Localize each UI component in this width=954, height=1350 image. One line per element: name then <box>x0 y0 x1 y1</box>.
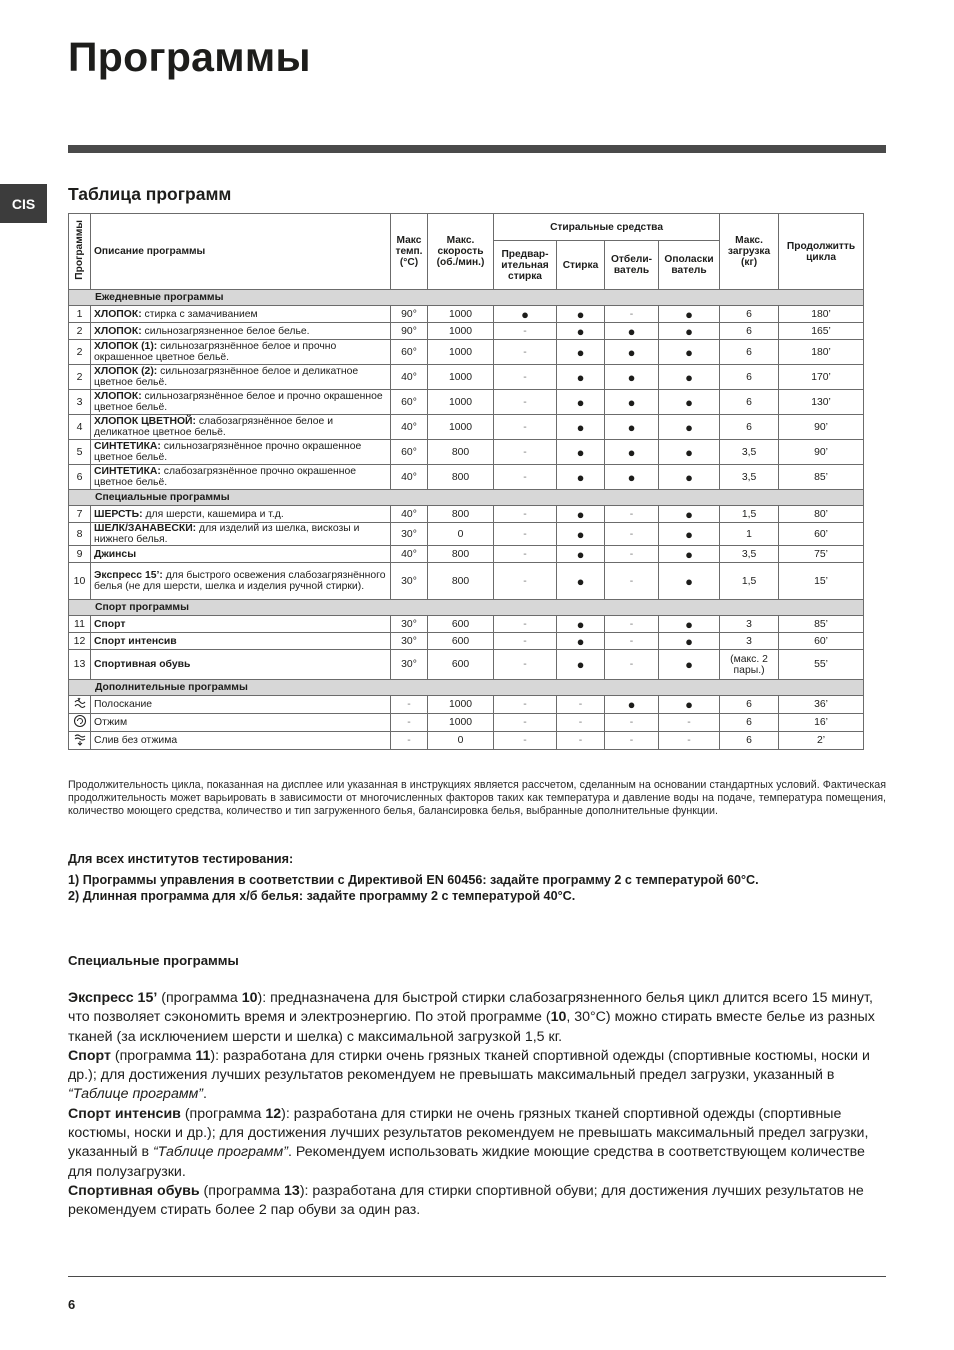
page-title: Программы <box>68 34 311 80</box>
rinse-icon <box>69 696 91 714</box>
cell-dur: 2’ <box>779 732 864 750</box>
cell-load: 3,5 <box>720 440 779 465</box>
cell-soft: ● <box>659 465 720 490</box>
cell-bleach: ● <box>605 340 659 365</box>
cell-pre: - <box>494 523 557 546</box>
cell-pre: - <box>494 465 557 490</box>
cell-wash: ● <box>557 323 605 340</box>
cell-dur: 75’ <box>779 546 864 563</box>
cell-dur: 130’ <box>779 390 864 415</box>
table-row <box>69 523 864 546</box>
cell-temp: 40° <box>391 546 428 563</box>
program-description <box>91 732 391 750</box>
cell-temp: - <box>391 696 428 714</box>
table-row <box>69 650 864 680</box>
cell-speed: 800 <box>428 506 494 523</box>
program-details: слабозагрязнённое белое и деликатное цветное бельё. <box>94 416 334 438</box>
cell-load: 6 <box>720 306 779 323</box>
cell-bleach: ● <box>605 415 659 440</box>
cell-pre: - <box>494 365 557 390</box>
cell-temp: 40° <box>391 415 428 440</box>
program-number: 9 <box>69 546 91 563</box>
section-title: Таблица программ <box>68 184 232 204</box>
cell-speed: 1000 <box>428 340 494 365</box>
cell-temp: 40° <box>391 365 428 390</box>
cell-speed: 1000 <box>428 306 494 323</box>
program-details: Отжим <box>94 717 128 728</box>
softener-column-header: Ополаски ватель <box>659 241 720 290</box>
cell-pre: - <box>494 650 557 680</box>
testing-line-2: 2) Длинная программа для х/б белья: задайте программу 2 с температурой 40°C. <box>68 889 576 903</box>
cell-wash: ● <box>557 340 605 365</box>
cell-temp: 30° <box>391 563 428 600</box>
cell-wash: ● <box>557 616 605 633</box>
program-description <box>91 340 391 365</box>
cell-bleach: - <box>605 616 659 633</box>
cell-wash: ● <box>557 440 605 465</box>
cell-bleach: ● <box>605 365 659 390</box>
wash-column-header: Стирка <box>557 241 605 290</box>
bleach-column-header: Отбели-ватель <box>605 241 659 290</box>
cell-speed: 1000 <box>428 714 494 732</box>
program-name: ХЛОПОК (2): <box>94 366 158 377</box>
table-row <box>69 465 864 490</box>
cell-soft: ● <box>659 440 720 465</box>
program-number: 5 <box>69 440 91 465</box>
cell-wash: ● <box>557 546 605 563</box>
cell-dur: 180’ <box>779 306 864 323</box>
cell-load: 1 <box>720 523 779 546</box>
cell-bleach: - <box>605 732 659 750</box>
detergents-column-header: Стиральные средства <box>494 214 720 241</box>
cell-pre: - <box>494 696 557 714</box>
program-description <box>91 323 391 340</box>
cell-soft: ● <box>659 323 720 340</box>
program-details: для шерсти, кашемира и т.д. <box>142 508 284 520</box>
cell-dur: 60’ <box>779 633 864 650</box>
cell-soft: ● <box>659 650 720 680</box>
spin-icon <box>69 714 91 732</box>
cell-dur: 90’ <box>779 440 864 465</box>
prewash-column-header: Предвар-ительная стирка <box>494 241 557 290</box>
cell-speed: 1000 <box>428 415 494 440</box>
table-row <box>69 415 864 440</box>
cell-load: 1,5 <box>720 563 779 600</box>
cell-soft: ● <box>659 306 720 323</box>
table-section-header <box>69 680 864 696</box>
section-title-cell: Спорт программы <box>69 600 864 616</box>
program-description <box>91 390 391 415</box>
section-title-cell: Специальные программы <box>69 490 864 506</box>
cell-load: 6 <box>720 340 779 365</box>
cell-load: 6 <box>720 696 779 714</box>
cell-speed: 0 <box>428 732 494 750</box>
cell-dur: 170’ <box>779 365 864 390</box>
program-description <box>91 633 391 650</box>
sport-intensive-paragraph: Спорт интенсив (программа 12): разработана для стирки не очень грязных тканей спортивной одежды (спортивные костюмы, носки и др.); для достижения лучших результатов рекомендуем не превышать максимальный предел загрузки, указанный в “Таблице программ”. Рекомендуем использовать жидкие моющие средства в соответствующем количестве для полузагрузки. <box>68 1105 869 1180</box>
program-description <box>91 523 391 546</box>
program-description <box>91 650 391 680</box>
cell-temp: 60° <box>391 340 428 365</box>
cell-load: 6 <box>720 365 779 390</box>
cell-soft: ● <box>659 365 720 390</box>
table-section-header <box>69 600 864 616</box>
cell-pre: - <box>494 440 557 465</box>
cell-wash: ● <box>557 633 605 650</box>
program-description <box>91 696 391 714</box>
cell-pre: - <box>494 323 557 340</box>
table-row <box>69 365 864 390</box>
cell-bleach: ● <box>605 440 659 465</box>
program-number: 4 <box>69 415 91 440</box>
cell-dur: 55’ <box>779 650 864 680</box>
program-details: слабозагрязнённое прочно окрашенное цветное бельё. <box>94 466 357 488</box>
table-row <box>69 440 864 465</box>
program-details: сильнозагрязнённое белое и прочно окрашенное цветное бельё. <box>94 341 337 363</box>
program-name: ШЕЛК/ЗАНАВЕСКИ: <box>94 523 197 534</box>
cell-bleach: ● <box>605 390 659 415</box>
cell-pre: - <box>494 546 557 563</box>
cell-dur: 60’ <box>779 523 864 546</box>
cell-dur: 180’ <box>779 340 864 365</box>
cell-temp: 40° <box>391 506 428 523</box>
cell-soft: ● <box>659 563 720 600</box>
cell-dur: 85’ <box>779 465 864 490</box>
cell-wash: - <box>557 696 605 714</box>
cell-speed: 1000 <box>428 365 494 390</box>
bottom-rule <box>68 1276 886 1277</box>
cell-speed: 1000 <box>428 323 494 340</box>
cell-temp: 90° <box>391 323 428 340</box>
max-temp-column-header: Макс темп. (°C) <box>391 214 428 290</box>
cell-bleach: - <box>605 633 659 650</box>
program-details: сильнозагрязненное белое белье. <box>141 325 310 337</box>
cell-soft: ● <box>659 546 720 563</box>
cell-speed: 1000 <box>428 696 494 714</box>
program-name: Спорт <box>94 618 126 630</box>
cell-temp: 40° <box>391 465 428 490</box>
program-table-body <box>69 290 864 750</box>
program-number: 2 <box>69 323 91 340</box>
description-column-header: Описание программы <box>91 214 391 290</box>
program-name: Джинсы <box>94 548 137 560</box>
sport-paragraph: Спорт (программа 11): разработана для стирки очень грязных тканей спортивной одежды (спортивные костюмы, носки и др.); для достижения лучших результатов рекомендуем не превышать максимальный предел загрузки, указанный в “Таблице программ”. <box>68 1047 870 1103</box>
special-programs-text <box>68 989 886 1221</box>
program-details: сильнозагрязнённое белое и прочно окрашенное цветное бельё. <box>94 391 383 413</box>
max-speed-column-header: Макс. скорость (об./мин.) <box>428 214 494 290</box>
cell-speed: 600 <box>428 650 494 680</box>
max-load-column-header: Макс. загрузка (кг) <box>720 214 779 290</box>
cell-dur: 90’ <box>779 415 864 440</box>
program-name: Спорт интенсив <box>94 635 177 647</box>
program-name: Спортивная обувь <box>94 659 191 670</box>
table-row <box>69 390 864 415</box>
table-row <box>69 546 864 563</box>
cell-temp: 60° <box>391 440 428 465</box>
cell-bleach: - <box>605 546 659 563</box>
cell-pre: ● <box>494 306 557 323</box>
cell-load: (макс. 2 пары.) <box>720 650 779 680</box>
program-name: СИНТЕТИКА: <box>94 466 161 477</box>
cell-speed: 600 <box>428 633 494 650</box>
cell-temp: 30° <box>391 523 428 546</box>
cell-soft: - <box>659 732 720 750</box>
table-row <box>69 563 864 600</box>
program-details: для изделий из шелка, вискозы и нижнего белья. <box>94 523 360 545</box>
cell-temp: 30° <box>391 650 428 680</box>
program-description <box>91 616 391 633</box>
special-programs-heading: Специальные программы <box>68 953 239 968</box>
cell-load: 3,5 <box>720 546 779 563</box>
program-number: 12 <box>69 633 91 650</box>
cell-soft: ● <box>659 415 720 440</box>
program-description <box>91 465 391 490</box>
cell-wash: ● <box>557 523 605 546</box>
cell-dur: 16’ <box>779 714 864 732</box>
table-section-header <box>69 290 864 306</box>
cell-temp: 60° <box>391 390 428 415</box>
program-number: 8 <box>69 523 91 546</box>
section-title-cell: Дополнительные программы <box>69 680 864 696</box>
cell-bleach: ● <box>605 323 659 340</box>
cell-load: 3,5 <box>720 465 779 490</box>
cell-wash: ● <box>557 465 605 490</box>
cell-wash: ● <box>557 506 605 523</box>
program-number: 3 <box>69 390 91 415</box>
duration-footnote: Продолжительность цикла, показанная на дисплее или указанная в инструкциях является рассчетом, сделанным на основании стандартных условий. Фактическая продолжительность может варьировать в зависимости от многочисленных факторов таких как температура и давление воды на подаче, температура помещения, количество моющего средства, количество и тип загруженного белья, балансировка белья, выбранные дополнительные функции. <box>68 779 886 818</box>
cell-temp: - <box>391 714 428 732</box>
cell-load: 6 <box>720 390 779 415</box>
program-description <box>91 506 391 523</box>
cell-soft: ● <box>659 506 720 523</box>
cell-pre: - <box>494 714 557 732</box>
program-table <box>68 213 864 750</box>
program-description <box>91 415 391 440</box>
cell-speed: 1000 <box>428 390 494 415</box>
programs-column-header: Программы <box>69 214 91 290</box>
testing-instructions <box>68 851 886 904</box>
program-details: сильнозагрязнённое прочно окрашенное цветное бельё. <box>94 441 362 463</box>
cell-bleach: - <box>605 523 659 546</box>
cell-temp: - <box>391 732 428 750</box>
program-name: ХЛОПОК (1): <box>94 341 158 352</box>
program-number: 2 <box>69 365 91 390</box>
cell-wash: ● <box>557 415 605 440</box>
region-tab: CIS <box>0 184 47 223</box>
cell-bleach: - <box>605 506 659 523</box>
cell-wash: ● <box>557 563 605 600</box>
cell-soft: ● <box>659 523 720 546</box>
program-name: СИНТЕТИКА: <box>94 441 161 452</box>
cell-bleach: ● <box>605 465 659 490</box>
cell-pre: - <box>494 390 557 415</box>
program-name: ШЕРСТЬ: <box>94 508 143 520</box>
testing-title: Для всех институтов тестирования: <box>68 852 294 866</box>
program-number: 11 <box>69 616 91 633</box>
cell-bleach: ● <box>605 696 659 714</box>
table-row <box>69 696 864 714</box>
cell-bleach: - <box>605 563 659 600</box>
program-details: стирка с замачиванием <box>141 308 258 320</box>
table-row <box>69 340 864 365</box>
cell-bleach: - <box>605 650 659 680</box>
table-row <box>69 506 864 523</box>
program-number: 1 <box>69 306 91 323</box>
cell-speed: 800 <box>428 546 494 563</box>
title-rule <box>68 145 886 153</box>
sport-shoes-paragraph: Спортивная обувь (программа 13): разработана для стирки спортивной обуви; для достижения лучших результатов не рекомендуем стирать более 2 пар обуви за один раз. <box>68 1182 864 1219</box>
cell-wash: - <box>557 714 605 732</box>
cell-soft: ● <box>659 696 720 714</box>
cell-soft: ● <box>659 390 720 415</box>
cell-load: 6 <box>720 323 779 340</box>
table-row <box>69 616 864 633</box>
table-section-header <box>69 490 864 506</box>
cell-load: 6 <box>720 732 779 750</box>
program-number: 13 <box>69 650 91 680</box>
cell-wash: - <box>557 732 605 750</box>
program-name: ХЛОПОК: <box>94 391 142 402</box>
cell-wash: ● <box>557 365 605 390</box>
program-description <box>91 714 391 732</box>
program-number: 7 <box>69 506 91 523</box>
program-description <box>91 546 391 563</box>
cell-wash: ● <box>557 306 605 323</box>
cell-load: 3 <box>720 633 779 650</box>
cell-wash: ● <box>557 650 605 680</box>
program-description <box>91 563 391 600</box>
cell-speed: 800 <box>428 465 494 490</box>
table-row <box>69 323 864 340</box>
program-details: для быстрого освежения слабозагрязнённого белья (не для шерсти, шелка и изделия ручной стирки). <box>94 570 386 592</box>
program-description <box>91 365 391 390</box>
cell-soft: ● <box>659 340 720 365</box>
cell-dur: 165’ <box>779 323 864 340</box>
testing-line-1: 1) Программы управления в соответствии с Директивой EN 60456: задайте программу 2 с температурой 60°C. <box>68 873 759 887</box>
cell-dur: 80’ <box>779 506 864 523</box>
cell-bleach: - <box>605 306 659 323</box>
cell-load: 6 <box>720 714 779 732</box>
cell-dur: 36’ <box>779 696 864 714</box>
page-number: 6 <box>68 1297 76 1312</box>
cell-soft: - <box>659 714 720 732</box>
cell-load: 1,5 <box>720 506 779 523</box>
cell-temp: 30° <box>391 616 428 633</box>
cell-bleach: - <box>605 714 659 732</box>
cell-pre: - <box>494 616 557 633</box>
program-number: 10 <box>69 563 91 600</box>
cell-speed: 800 <box>428 563 494 600</box>
cell-speed: 0 <box>428 523 494 546</box>
cell-pre: - <box>494 563 557 600</box>
program-description <box>91 306 391 323</box>
program-details: Полоскание <box>94 699 153 710</box>
express-paragraph: Экспресс 15’ (программа 10): предназначена для быстрой стирки слабозагрязненного белья цикл длится всего 15 минут, что позволяет сэкономить время и электроэнергию. По этой программе (10, 30°C) можно стирать вместе белье из разных тканей (за исключением шерсти и шелка) с максимальной загрузкой 1,5 кг. <box>68 990 875 1045</box>
cell-pre: - <box>494 415 557 440</box>
program-number: 6 <box>69 465 91 490</box>
drain-icon <box>69 732 91 750</box>
cell-load: 6 <box>720 415 779 440</box>
table-row <box>69 714 864 732</box>
program-details: сильнозагрязнённое белое и деликатное цветное бельё. <box>94 366 359 388</box>
section-title-cell: Ежедневные программы <box>69 290 864 306</box>
cell-dur: 15’ <box>779 563 864 600</box>
cell-pre: - <box>494 633 557 650</box>
cell-dur: 85’ <box>779 616 864 633</box>
cell-temp: 90° <box>391 306 428 323</box>
program-name: ХЛОПОК ЦВЕТНОЙ: <box>94 416 196 427</box>
cell-pre: - <box>494 340 557 365</box>
program-description <box>91 440 391 465</box>
cell-wash: ● <box>557 390 605 415</box>
cell-speed: 600 <box>428 616 494 633</box>
cell-pre: - <box>494 732 557 750</box>
program-details: Слив без отжима <box>94 735 178 746</box>
table-row <box>69 732 864 750</box>
cell-pre: - <box>494 506 557 523</box>
program-number: 2 <box>69 340 91 365</box>
cell-speed: 800 <box>428 440 494 465</box>
cell-soft: ● <box>659 616 720 633</box>
cell-temp: 30° <box>391 633 428 650</box>
cell-load: 3 <box>720 616 779 633</box>
program-name: Экспресс 15’: <box>94 570 163 581</box>
program-name: ХЛОПОК: <box>94 308 142 320</box>
table-row <box>69 306 864 323</box>
program-name: ХЛОПОК: <box>94 325 142 337</box>
table-row <box>69 633 864 650</box>
cell-soft: ● <box>659 633 720 650</box>
duration-column-header: Продолжитть цикла <box>779 214 864 290</box>
